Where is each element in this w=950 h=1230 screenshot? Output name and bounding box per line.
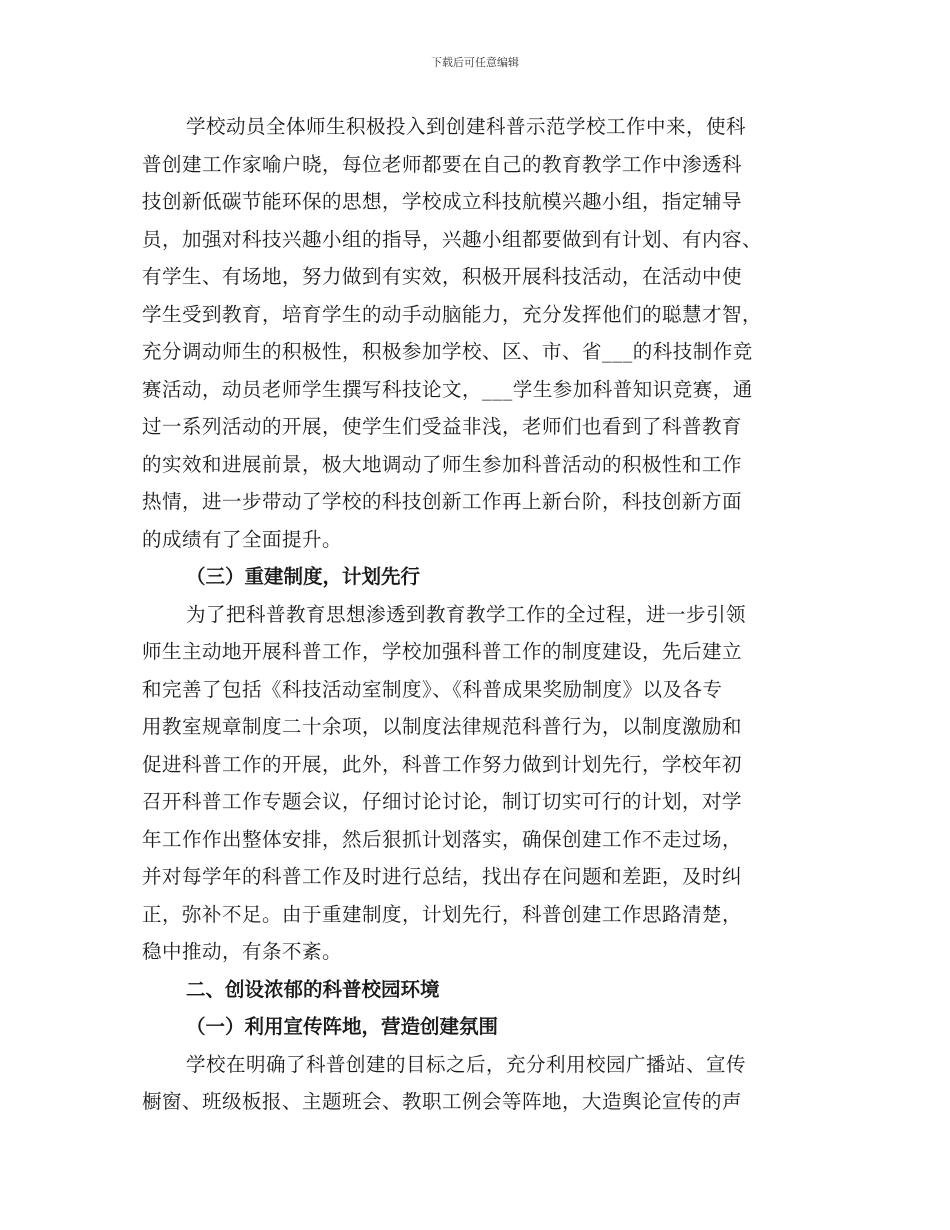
paragraph-line: 过一系列活动的开展，使学生们受益非浅，老师们也看到了科普教育: [142, 415, 743, 438]
paragraph-line: 员，加强对科技兴趣小组的指导，兴趣小组都要做到有计划、有内容、: [142, 227, 763, 251]
paragraph-line: 普创建工作家喻户晓，每位老师都要在自己的教育教学工作中渗透科: [142, 152, 743, 176]
paragraph-line: 年工作作出整体安排，然后狠抓计划落实，确保创建工作不走过场，: [142, 827, 743, 851]
paragraph-line: 的实效和进展前景，极大地调动了师生参加科普活动的积极性和工作: [142, 452, 743, 476]
paragraph-line: 和完善了包括《科技活动室制度》、《科普成果奖励制度》以及各专: [142, 677, 723, 701]
paragraph-line: 充分调动师生的积极性，积极参加学校、区、市、省___的科技制作竞: [142, 340, 753, 363]
paragraph-line: 赛活动，动员老师学生撰写科技论文，___学生参加科普知识竞赛，通: [142, 377, 753, 401]
document-body: [142, 108, 812, 1121]
paragraph-line: 召开科普工作专题会议，仔细讨论讨论，制订切实可行的计划，对学: [142, 790, 743, 813]
paragraph-line: 促进科普工作的开展，此外，科普工作努力做到计划先行，学校年初: [142, 752, 743, 776]
paragraph-line: 并对每学年的科普工作及时进行总结，找出存在问题和差距，及时纠: [142, 865, 743, 888]
paragraph-line: 有学生、有场地，努力做到有实效，积极开展科技活动，在活动中使: [142, 265, 743, 288]
paragraph-line: 正，弥补不足。由于重建制度，计划先行，科普创建工作思路清楚，: [142, 902, 743, 926]
paragraph-2: [142, 596, 812, 971]
paragraph-3: [142, 1046, 812, 1121]
paragraph-line: 用教室规章制度二十余项，以制度法律规范科普行为，以制度激励和: [142, 715, 743, 738]
paragraph-line: 学校在明确了科普创建的目标之后，充分利用校园广播站、宣传: [186, 1052, 747, 1076]
paragraph-line: 为了把科普教育思想渗透到教育教学工作的全过程，进一步引领: [186, 602, 747, 626]
page-header: 下载后可任意编辑: [431, 56, 519, 69]
paragraph-line: 技创新低碳节能环保的思想，学校成立科技航模兴趣小组，指定辅导: [142, 190, 743, 213]
section-heading-3: （三）重建制度，计划先行: [186, 565, 421, 588]
paragraph-1: [142, 108, 812, 558]
paragraph-line: 师生主动地开展科普工作，学校加强科普工作的制度建设，先后建立: [142, 640, 743, 663]
paragraph-line: 稳中推动，有条不紊。: [142, 940, 343, 963]
paragraph-line: 热情，进一步带动了学校的科技创新工作再上新台阶，科技创新方面: [142, 490, 743, 513]
subsection-heading-1: （一）利用宣传阵地，营造创建氛围: [186, 1015, 499, 1038]
paragraph-line: 学生受到教育，培育学生的动手动脑能力，充分发挥他们的聪慧才智，: [142, 302, 763, 326]
paragraph-line: 学校动员全体师生积极投入到创建科普示范学校工作中来，使科: [186, 115, 747, 138]
section-heading-2: 二、创设浓郁的科普校园环境: [186, 977, 440, 1001]
paragraph-line: 橱窗、班级板报、主题班会、教职工例会等阵地，大造舆论宣传的声: [142, 1090, 743, 1113]
paragraph-line: 的成绩有了全面提升。: [142, 527, 343, 551]
